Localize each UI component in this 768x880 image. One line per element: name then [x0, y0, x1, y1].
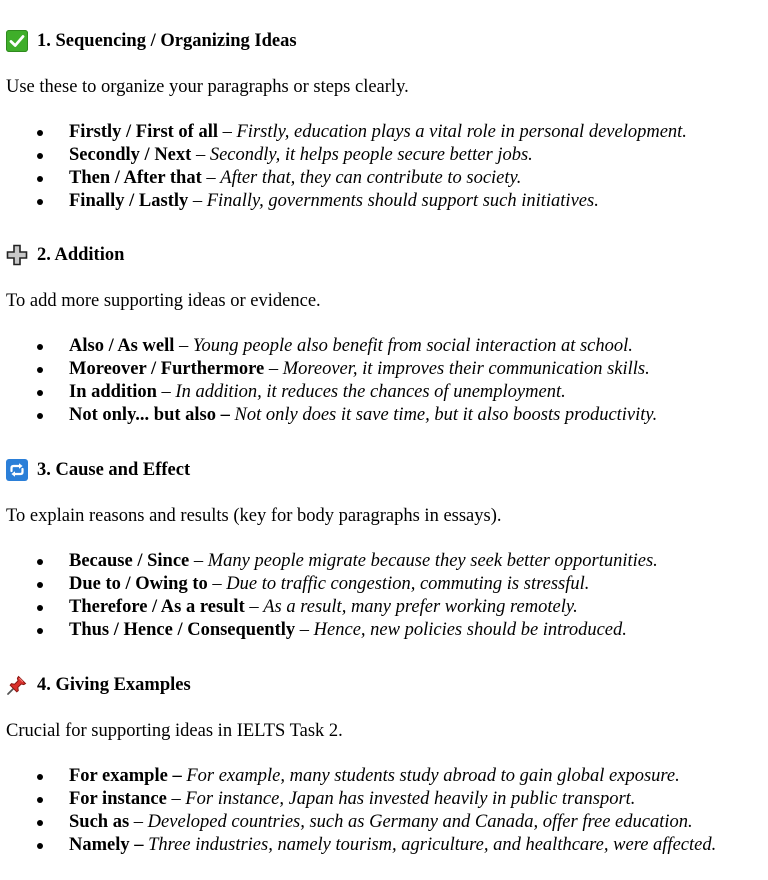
item-dash: –	[189, 551, 208, 571]
bullet	[37, 199, 43, 205]
section-title: 2. Addition	[37, 244, 125, 265]
bullet	[37, 153, 43, 159]
bullet	[37, 130, 43, 136]
item-example: Secondly, it helps people secure better jobs.	[209, 145, 533, 165]
item-term: In addition	[69, 382, 157, 402]
item-example: Three industries, namely tourism, agriculture, and healthcare, were affected.	[148, 835, 717, 855]
bullet	[37, 176, 43, 182]
plus-icon	[6, 244, 28, 266]
list-item	[0, 550, 658, 573]
item-example: For example, many students study abroad to gain global exposure.	[186, 766, 680, 786]
list-item	[0, 167, 687, 190]
list-item	[0, 811, 716, 834]
item-list	[0, 550, 658, 642]
item-term: Not only... but also –	[69, 405, 230, 425]
list-item	[0, 788, 716, 811]
item-term: Secondly / Next	[69, 145, 192, 165]
bullet	[37, 582, 43, 588]
bullet	[37, 344, 43, 350]
section-heading	[6, 673, 191, 697]
bullet	[37, 413, 43, 419]
list-item	[0, 834, 716, 857]
pushpin-icon	[6, 674, 28, 696]
section-intro: Crucial for supporting ideas in IELTS Task 2.	[6, 721, 343, 741]
item-example: Young people also benefit from social interaction at school.	[192, 336, 633, 356]
item-list	[0, 765, 716, 857]
item-dash: –	[129, 812, 148, 832]
item-example: For instance, Japan has invested heavily in public transport.	[185, 789, 636, 809]
list-item	[0, 404, 657, 427]
item-term: Namely –	[69, 835, 144, 855]
item-list	[0, 335, 657, 427]
list-item	[0, 619, 658, 642]
item-dash: –	[244, 597, 264, 617]
section-title: 1. Sequencing / Organizing Ideas	[37, 30, 297, 51]
repeat-arrows-icon	[6, 459, 28, 481]
item-dash: –	[191, 145, 210, 165]
section-intro: To explain reasons and results (key for body paragraphs in essays).	[6, 506, 502, 526]
section-title: 3. Cause and Effect	[37, 459, 191, 480]
item-dash: –	[201, 168, 221, 188]
item-term: Also / As well	[69, 336, 175, 356]
list-item	[0, 573, 658, 596]
check-mark-button-icon	[6, 30, 28, 52]
section-title: 4. Giving Examples	[37, 674, 191, 695]
item-example: Developed countries, such as Germany and Canada, offer free education.	[147, 812, 693, 832]
list-item	[0, 358, 657, 381]
bullet	[37, 843, 43, 849]
list-item	[0, 765, 716, 788]
list-item	[0, 121, 687, 144]
item-example: After that, they can contribute to society.	[220, 168, 522, 188]
bullet	[37, 797, 43, 803]
bullet	[37, 628, 43, 634]
item-term: Therefore / As a result	[69, 597, 245, 617]
item-example: In addition, it reduces the chances of unemployment.	[175, 382, 566, 402]
bullet	[37, 367, 43, 373]
item-dash: –	[264, 359, 283, 379]
item-term: For instance	[69, 789, 167, 809]
list-item	[0, 190, 687, 213]
item-example: As a result, many prefer working remotely.	[263, 597, 578, 617]
item-example: Not only does it save time, but it also boosts productivity.	[234, 405, 658, 425]
item-dash: –	[188, 191, 207, 211]
item-term: Because / Since	[69, 551, 190, 571]
item-term: Such as	[69, 812, 130, 832]
bullet	[37, 820, 43, 826]
section-heading	[6, 29, 297, 53]
item-term: Finally / Lastly	[69, 191, 189, 211]
section-heading	[6, 458, 190, 482]
item-dash: –	[207, 574, 227, 594]
item-dash: –	[218, 122, 237, 142]
list-item	[0, 144, 687, 167]
section-heading	[6, 243, 124, 267]
item-dash: –	[166, 789, 186, 809]
item-list	[0, 121, 687, 213]
item-example: Moreover, it improves their communication skills.	[282, 359, 650, 379]
item-example: Finally, governments should support such initiatives.	[206, 191, 599, 211]
bullet	[37, 559, 43, 565]
item-term: Thus / Hence / Consequently	[69, 620, 296, 640]
item-example: Hence, new policies should be introduced.	[313, 620, 627, 640]
item-term: Then / After that	[69, 168, 202, 188]
bullet	[37, 605, 43, 611]
item-term: Firstly / First of all	[69, 122, 218, 142]
list-item	[0, 381, 657, 404]
list-item	[0, 335, 657, 358]
section-intro: To add more supporting ideas or evidence.	[6, 291, 321, 311]
item-example: Firstly, education plays a vital role in personal development.	[236, 122, 687, 142]
item-term: Due to / Owing to	[69, 574, 208, 594]
item-example: Many people migrate because they seek better opportunities.	[207, 551, 658, 571]
bullet	[37, 390, 43, 396]
item-dash: –	[174, 336, 193, 356]
item-term: Moreover / Furthermore	[69, 359, 265, 379]
list-item	[0, 596, 658, 619]
item-example: Due to traffic congestion, commuting is stressful.	[226, 574, 590, 594]
section-intro: Use these to organize your paragraphs or steps clearly.	[6, 77, 409, 97]
item-dash: –	[295, 620, 314, 640]
item-term: For example –	[69, 766, 182, 786]
bullet	[37, 774, 43, 780]
item-dash: –	[156, 382, 176, 402]
